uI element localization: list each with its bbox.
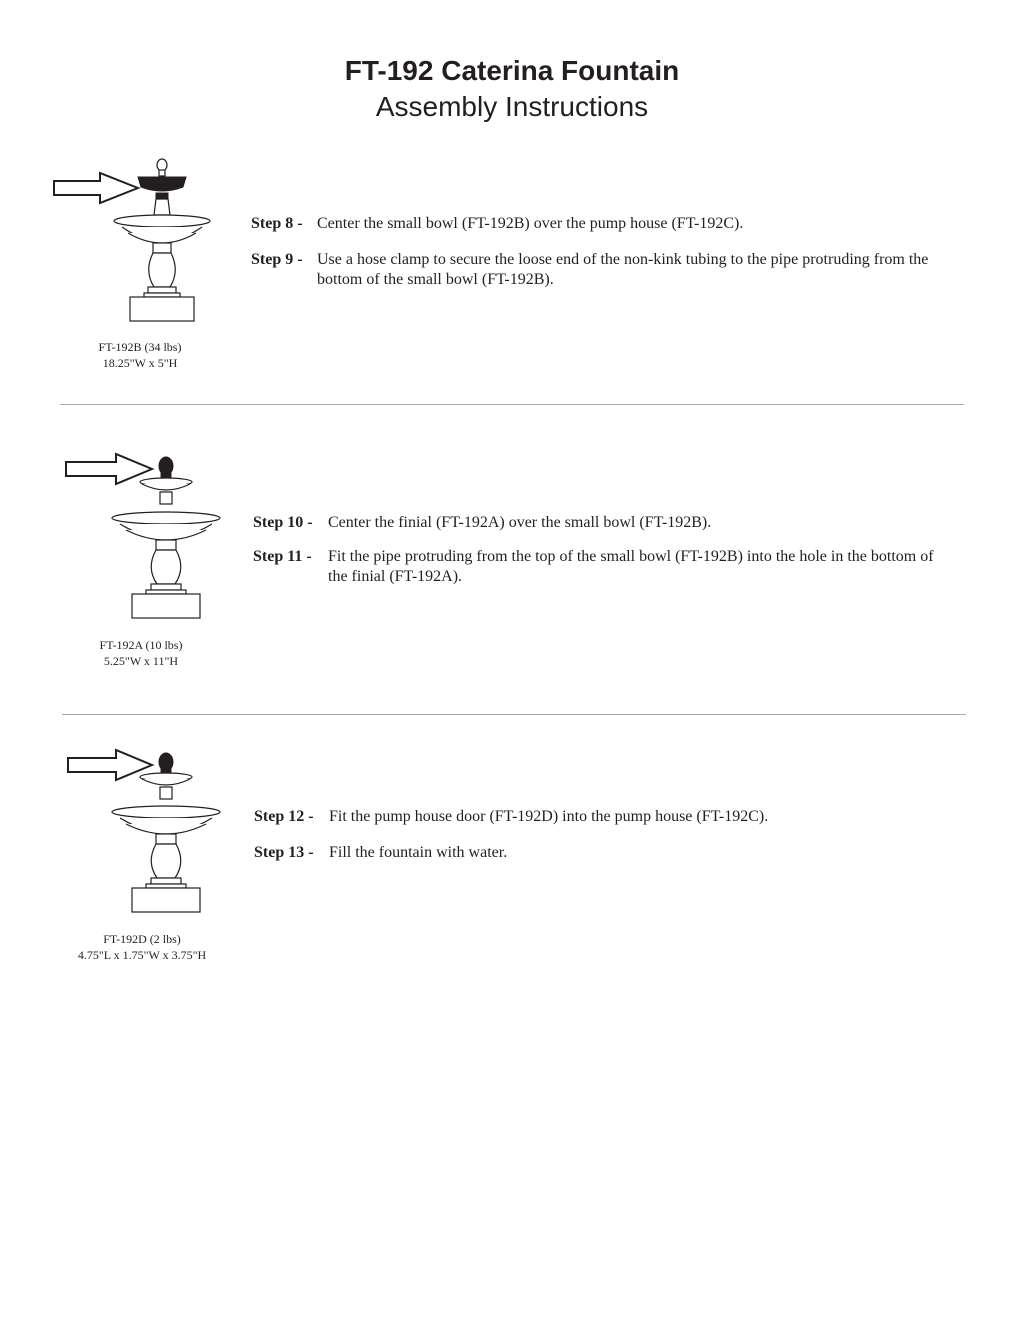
small-bowl-highlight — [138, 177, 186, 199]
part-caption-line1: FT-192B (34 lbs) — [98, 340, 182, 354]
finial-outline — [157, 159, 167, 176]
step-text: Center the finial (FT-192A) over the small bowl (FT-192B). — [328, 514, 712, 531]
part-caption-line2: 4.75"L x 1.75"W x 3.75"H — [77, 948, 207, 962]
step-text: Fit the pump house door (FT-192D) into the pump house (FT-192C). — [329, 808, 769, 825]
fountain-illustration-finial — [60, 452, 230, 622]
section-divider — [62, 714, 966, 715]
part-caption-line1: FT-192A (10 lbs) — [99, 638, 183, 652]
step-13 — [254, 843, 954, 863]
fountain-body — [112, 478, 220, 618]
finial-highlight — [159, 457, 173, 477]
page-subtitle: Assembly Instructions — [375, 91, 649, 122]
fountain-illustration-pump-door — [60, 746, 230, 916]
step-10 — [253, 513, 953, 533]
step-text: Fill the fountain with water. — [329, 844, 508, 861]
fountain-illustration-small-bowl — [50, 155, 220, 325]
arrow-icon — [66, 454, 152, 484]
step-label: Step 10 - — [253, 514, 313, 531]
fountain-body — [114, 199, 210, 321]
part-caption-line2: 5.25"W x 11"H — [103, 654, 179, 668]
step-11 — [253, 547, 953, 587]
finial-solid — [159, 753, 173, 773]
step-8 — [251, 214, 951, 234]
fountain-body — [112, 773, 220, 912]
step-text: Fit the pipe protruding from the top of the small bowl (FT-192B) into the hole in the bottom of the finial (FT-192A). — [328, 548, 934, 585]
part-caption-line1: FT-192D (2 lbs) — [103, 932, 181, 946]
step-12 — [254, 807, 954, 827]
step-text: Use a hose clamp to secure the loose end of the non-kink tubing to the pipe protruding from the bottom of the small bowl (FT-192B). — [317, 251, 929, 288]
step-label: Step 11 - — [253, 548, 312, 565]
step-label: Step 12 - — [254, 808, 314, 825]
arrow-icon — [54, 173, 138, 203]
step-9 — [251, 250, 951, 290]
arrow-icon — [68, 750, 152, 780]
step-text: Center the small bowl (FT-192B) over the pump house (FT-192C). — [317, 215, 744, 232]
step-label: Step 13 - — [254, 844, 314, 861]
step-label: Step 8 - — [251, 215, 303, 232]
page-title: FT-192 Caterina Fountain — [344, 55, 680, 86]
step-label: Step 9 - — [251, 251, 303, 268]
section-divider — [60, 404, 964, 405]
part-caption-line2: 18.25"W x 5"H — [102, 356, 178, 370]
